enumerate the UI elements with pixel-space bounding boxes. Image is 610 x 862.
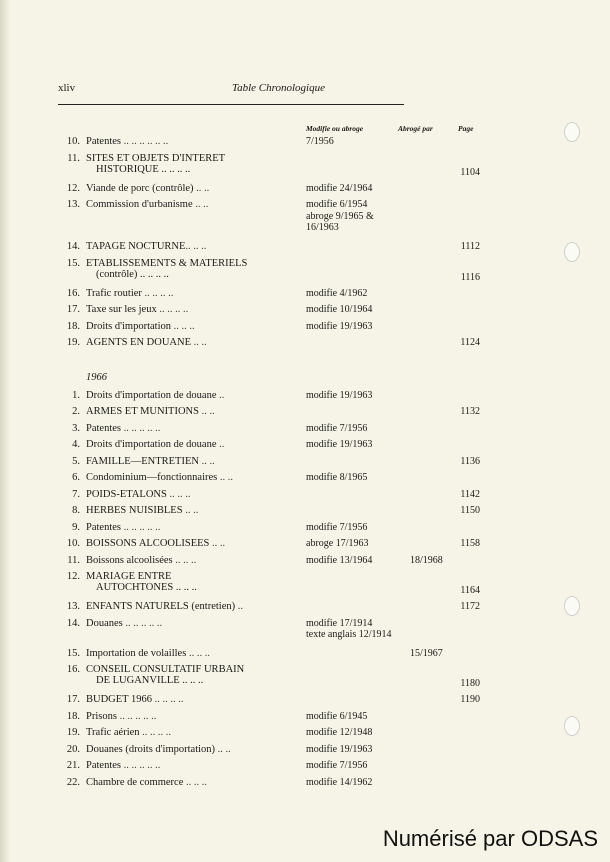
row-title [86,601,301,612]
row-number: 14. [66,241,80,252]
row-title [86,505,301,516]
row-page: 1180 [460,678,480,689]
row-title [86,472,301,483]
table-row [0,618,610,648]
leader-dots: .. [216,389,225,401]
row-title-text: Trafic routier [86,287,142,299]
row-title-continuation: HISTORIQUE .. .. .. .. [96,163,191,175]
row-page: 1112 [460,241,480,252]
row-title-text: HERBES NUISIBLES [86,505,183,516]
leader-dots: .. .. .. [185,241,207,252]
row-title-text: Prisons [86,710,117,722]
row-title [86,489,301,500]
row-number: 19. [66,337,80,348]
row-number: 19. [66,727,80,738]
row-page: 1190 [460,694,480,705]
row-title [86,456,301,467]
page-title: Table Chronologique [232,82,326,94]
table-row [0,321,610,338]
row-number: 20. [66,743,80,755]
leader-dots: .. .. .. .. .. [121,521,161,533]
row-title [86,423,301,434]
row-page: 1150 [460,505,480,516]
leader-dots: .. [216,439,225,450]
column-header-page: Page [458,124,474,133]
row-title [86,648,301,659]
row-repealed-by: 15/1967 [410,647,443,659]
row-title [86,760,301,771]
row-page: 1132 [460,406,480,417]
row-title [86,711,301,722]
row-modified: modifie 7/1956 [306,521,368,533]
row-title-text: Boissons alcoolisées [86,554,173,566]
row-number: 2. [72,406,80,417]
row-title [86,337,301,348]
row-title-text: CONSEIL CONSULTATIF URBAIN [86,664,245,675]
table-row [0,777,610,794]
row-modified: modifie 19/1963 [306,389,373,401]
column-header-modified: Modifie ou abroge [306,124,364,133]
table-row [0,522,610,539]
row-page: 1116 [460,271,480,283]
leader-dots: .. .. .. .. [152,694,184,705]
table-row [0,183,610,200]
leader-dots: .. .. .. [172,554,197,566]
row-title [86,288,301,299]
row-modified: modifie 19/1963 [306,320,373,332]
table-row [0,406,610,423]
punch-hole [564,242,580,262]
row-title [86,183,301,194]
row-title-text: Chambre de commerce [86,776,184,788]
punch-hole [564,716,580,736]
table-row [0,648,610,665]
table-row [0,744,610,761]
row-page: 1142 [460,488,480,500]
row-number: 18. [66,320,80,332]
row-number: 11. [67,152,80,164]
row-modified: modifie 4/1962 [306,287,368,299]
row-title [86,618,301,629]
row-title-text: TAPAGE NOCTURNE [86,241,186,252]
table-row [0,727,610,744]
row-number: 4. [72,439,80,450]
leader-dots: .. .. [198,406,215,417]
row-title-text: Droits d'importation [86,320,172,332]
row-modified: modifie 6/1954 abroge 9/1965 & 16/1963 [306,199,374,233]
row-modified: modifie 14/1962 [306,776,373,788]
row-title [86,321,301,332]
row-page: 1136 [460,455,480,467]
row-title [86,664,301,686]
row-title-text: Patentes [86,521,121,533]
row-number: 6. [72,472,80,483]
row-title-text: ARMES ET MUNITIONS [86,406,199,417]
leader-dots: .. .. [192,199,209,210]
row-title [86,390,301,401]
leader-dots: .. .. [191,337,207,348]
row-number: 3. [72,422,80,434]
row-title [86,136,301,147]
leader-dots: .. .. .. .. .. [122,617,163,629]
leader-dots: .. .. .. .. .. [121,422,161,434]
row-number: 15. [66,647,80,659]
row-modified: modifie 7/1956 [306,422,368,434]
row-title-continuation: (contrôle) .. .. .. .. [96,268,169,280]
row-number: 10. [66,136,80,147]
row-number: 18. [66,710,80,722]
row-repealed-by: 18/1968 [410,554,443,566]
row-number: 7. [72,488,80,500]
row-title-text: Condominium—fonctionnaires [86,472,218,483]
row-title-text: BOISSONS ALCOOLISEES [86,538,210,549]
row-number: 11. [67,554,80,566]
leader-dots: .. .. .. [171,320,195,332]
leader-dots: .. .. .. .. .. [121,760,161,771]
row-title-text: Douanes (droits d'importation) [86,743,216,755]
table-row [0,258,610,288]
table-row [0,136,610,153]
page-number: xliv [58,82,76,94]
row-title-continuation: AUTOCHTONES .. .. .. [96,582,197,593]
table-row [0,538,610,555]
row-title [86,439,301,450]
row-number: 12. [66,182,80,194]
table-row [0,505,610,522]
row-number: 17. [66,304,80,315]
leader-dots: .. .. [217,472,233,483]
row-title [86,538,301,549]
header-rule [58,104,404,105]
row-number: 21. [66,760,80,771]
row-modified: modifie 19/1963 [306,439,373,450]
row-title-text: Patentes [86,136,121,147]
row-title-text: POIDS-ETALONS [86,488,167,500]
row-page: 1172 [460,601,480,612]
leader-dots: .. .. .. [186,647,210,659]
table-row [0,439,610,456]
row-number: 1. [72,389,80,401]
watermark: Numérisé par ODSAS [382,826,598,851]
row-title-text: Taxe sur les jeux [86,304,157,315]
row-page: 1104 [460,166,480,178]
row-title-text: Viande de porc (contrôle) [86,182,194,194]
row-title [86,694,301,705]
table-row [0,664,610,694]
row-title [86,777,301,788]
row-page: 1164 [460,585,480,596]
row-title [86,571,301,593]
row-modified: modifie 12/1948 [306,727,373,738]
row-title-text: SITES ET OBJETS D'INTERET [86,152,226,164]
row-number: 22. [66,776,80,788]
leader-dots: .. .. .. [183,776,207,788]
row-title [86,555,301,566]
row-title-text: ETABLISSEMENTS & MATERIELS [86,257,248,269]
row-title [86,153,301,175]
leader-dots: .. .. .. .. .. .. [121,136,169,147]
row-modified: modifie 10/1964 [306,304,373,315]
row-modified: modifie 7/1956 [306,760,368,771]
row-modified: modifie 24/1964 [306,182,373,194]
table-row [0,304,610,321]
row-title-text: Droits d'importation de douane [86,389,217,401]
table-row [0,199,610,241]
row-modified: modifie 8/1965 [306,472,368,483]
table-row [0,153,610,183]
row-number: 10. [66,538,80,549]
leader-dots: .. .. .. .. [156,304,189,315]
table-row [0,601,610,618]
leader-dots: .. .. .. [166,488,191,500]
row-title [86,406,301,417]
row-title-continuation: DE LUGANVILLE .. .. .. [96,675,204,686]
row-number: 9. [72,521,80,533]
punch-hole [564,596,580,616]
chronological-table [0,136,610,793]
row-title-text: AGENTS EN DOUANE [86,337,191,348]
row-title [86,304,301,315]
row-number: 13. [66,601,80,612]
table-row [0,423,610,440]
row-title [86,522,301,533]
row-number: 16. [66,287,80,299]
table-row [0,760,610,777]
row-title [86,258,301,280]
table-row [0,571,610,601]
leader-dots: .. .. .. .. [141,287,174,299]
row-title [86,241,301,252]
row-number: 15. [66,257,80,269]
table-row [0,288,610,305]
leader-dots: .. [235,601,243,612]
year-heading: 1966 [86,371,107,383]
row-modified: modifie 6/1945 [306,710,368,722]
row-title-text: Patentes [86,760,121,771]
row-title-text: Importation de volailles [86,647,187,659]
row-number: 12. [66,571,80,582]
table-row [0,489,610,506]
leader-dots: .. .. [198,455,215,467]
row-number: 16. [66,664,80,675]
table-row [0,472,610,489]
leader-dots: .. .. [215,743,231,755]
row-number: 14. [66,617,80,629]
column-header-repealed-by: Abrogé par [398,124,433,133]
row-title-text: MARIAGE ENTRE [86,571,172,582]
row-page: 1124 [460,337,480,348]
table-row [0,711,610,728]
leader-dots: .. .. .. .. [139,727,172,738]
table-row [0,555,610,572]
leader-dots: .. .. .. .. .. [116,710,157,722]
leader-dots: .. .. [193,182,210,194]
row-title [86,199,301,210]
row-title-text: Commission d'urbanisme [86,199,193,210]
punch-hole [564,122,580,142]
leader-dots: .. .. [209,538,226,549]
row-title-text: FAMILLE—ENTRETIEN [86,455,199,467]
row-number: 17. [66,694,80,705]
leader-dots: .. .. [182,505,199,516]
row-number: 13. [66,199,80,210]
row-title [86,744,301,755]
row-title-text: Douanes [86,617,123,629]
row-modified: 7/1956 [306,136,334,147]
table-row [0,456,610,473]
row-page: 1158 [460,538,480,549]
page-header [58,82,404,100]
row-title-text: ENFANTS NATURELS (entretien) [86,601,236,612]
row-number: 8. [72,505,80,516]
row-title [86,727,301,738]
row-title-text: Droits d'importation de douane [86,439,217,450]
row-modified: modifie 13/1964 [306,554,373,566]
row-modified: modifie 19/1963 [306,743,373,755]
table-row [0,337,610,354]
row-title-text: BUDGET 1966 [86,694,153,705]
table-row [0,694,610,711]
table-row [0,390,610,407]
row-modified: abroge 17/1963 [306,538,369,549]
row-number: 5. [72,455,80,467]
row-title-text: Patentes [86,422,121,434]
table-row [0,241,610,258]
row-title-text: Trafic aérien [86,727,140,738]
row-modified: modifie 17/1914 texte anglais 12/1914 [306,617,392,640]
